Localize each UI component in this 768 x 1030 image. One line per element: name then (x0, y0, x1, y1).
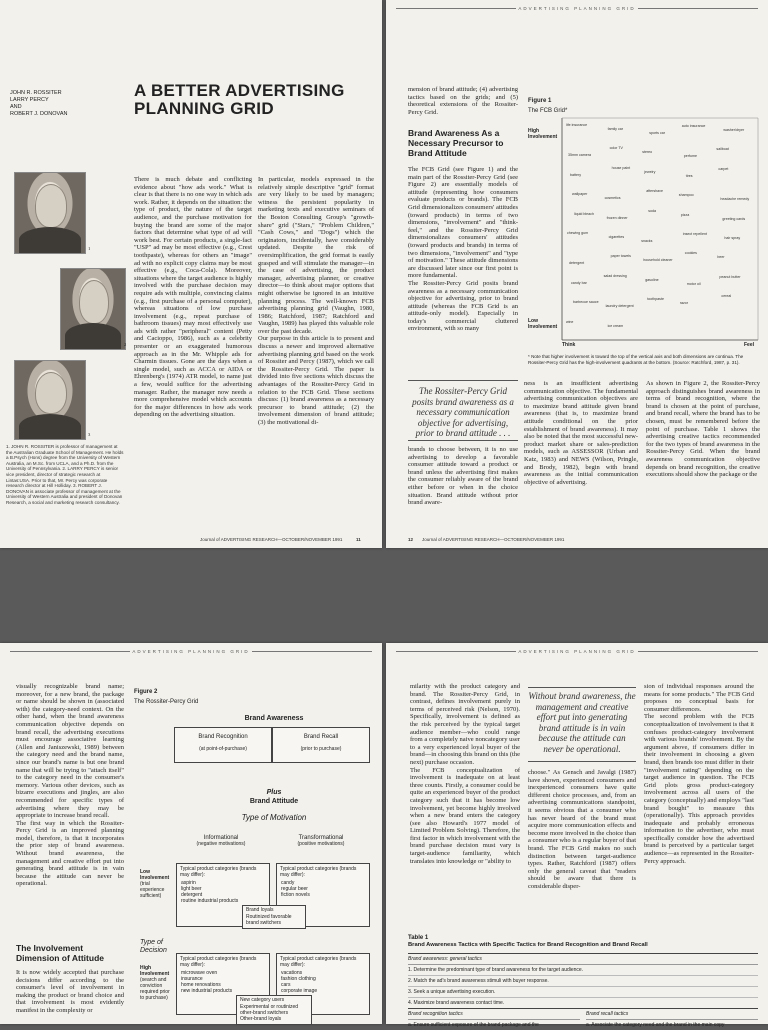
cell-item: aspirin (181, 880, 196, 886)
fcb-product-label: carpet (718, 166, 729, 171)
fcb-product-label: 35mm camera (568, 153, 591, 158)
cell-item: microwave oven (181, 970, 218, 976)
table-section-heading: Brand recognition tactics (408, 1009, 580, 1020)
journal-page-14 (386, 643, 768, 1028)
author-name: ROBERT J. DONOVAN (10, 111, 68, 117)
table-row: 3. Seek a unique advertising execution. (408, 987, 758, 998)
fcb-product-label: family car (607, 127, 623, 131)
cell-item: insurance (181, 976, 203, 982)
figure-1-footnote: * Note that higher involvement is toward the top of the vertical axis and both dimensions are continua. The Rossiter-Percy Grid has the high-involvement quadrants at the bottom. (Source: Ratchford, 1987, p. 31). (528, 354, 744, 365)
cell-item: regular beer (281, 886, 308, 892)
cell-heading: Typical product categories (brands may differ): (180, 956, 257, 968)
fcb-product-label: sports car (649, 131, 665, 135)
author-photo-rossiter (14, 172, 86, 254)
running-head-text: ADVERTISING PLANNING GRID (132, 649, 250, 654)
photo-number: 2 (124, 342, 127, 347)
fcb-product-label: cereal (721, 294, 732, 299)
body-column-1: There is much debate and conflicting evidence about "how ads work." What is clear is that there is no one way in which ads work. Rather, it depends on the situation: the type of product, the nature of the target audience, and the purchase motivation for buying the brand are some of the major factors that determine what type of ad will work best. For certain products, a single-fact "USP" ad may be most effective (e.g., Crest toothpaste), whereas for others an "image" ad with no explicit copy claims may be most effective (e.g., Coca-Cola). Moreover, situations where the target audience is highly involved with the purchase decision may require ads with multiple, convincing claims (e.g., first purchase of a personal computer), whereas situations of low purchase involvement (e.g., repeat purchase of bathroom tissues) may most effectively use ads with rather "peripheral" content (Petty and Cacioppo, 1986), such as a celebrity presenter or an exaggerated humorous approach as in the Mr. Whipple ads for Charmin tissues. Gone are the days when a single model, such as ACCA or AIDA or Ehrenberg's (1974) ATR model, to name just a few, would suffice for the advertising manager. Rather, the manager now needs a more comprehensive model which accounts for the major differences in how ads work depending on the advertising situation. (134, 176, 252, 419)
figure-2-label: Figure 2 (134, 689, 158, 695)
cell-item: detergent (181, 892, 203, 898)
fcb-low-involvement-label: Low Involvement (528, 318, 558, 330)
type-of-motivation-label: Type of Motivation (241, 813, 307, 822)
brand-awareness-heading: Brand Awareness (244, 715, 304, 722)
high-involvement-label (140, 965, 174, 1001)
author-bio: 1. JOHN R. ROSSITER is professor of management at the Australian Graduate School of Management. He holds a B.Psych (Hons) degree from the University of Western Australia, an M.Sc. from UCLA, and a Ph.D. from the University of Pennsylvania. 2. LARRY PERCY is senior vice president, director of strategic research at Lintas:USA. Prior to that, Mr. Percy was corporate research director at Hill Holliday. 3. ROBERT J. DONOVAN is associate professor of management at the University of Western Australia and president of Donovan Research, a social and marketing research consultancy. (6, 444, 124, 505)
table-row: a. Ensure sufficient exposure of the brand package and the (408, 1022, 539, 1028)
brand-attitude-heading: Brand Attitude (249, 798, 299, 805)
body-column-1: milarity with the product category and brand. The Rossiter-Percy Grid, in contrast, defines involvement purely in terms of perceived risk (Nelson, 1970). Specifically, involvement is defined as the risk perceived by the typical target audience member—who could range from a completely naive noncategory user to a very experienced loyal buyer of the brand—in choosing this brand on this (the next) purchase occasion. The FCB conceptualization of involvement is inadequate on at least three counts. Firstly, a consumer could be quite an experienced buyer of the product category such that it has become low involvement, yet become highly involved when a new brand enters the category (see also Howard's 1977 model of Limited Problem Solving). Therefore, the first factor in which involvement with the brand purchase decision must vary is target-audience familiarity, which translates into knowledge or "ability to (410, 683, 520, 865)
fcb-product-label: perfume (683, 154, 697, 159)
plus-label: Plus (266, 789, 282, 796)
pull-quote-rule-top (408, 380, 518, 381)
fcb-product-label: auto insurance (681, 124, 706, 128)
fcb-product-label: tires (685, 173, 693, 178)
fcb-product-label: washer/dryer (723, 128, 745, 132)
fcb-product-label: razor (679, 301, 688, 306)
running-head (386, 649, 768, 654)
transformational-sub: (positive motivations) (297, 841, 345, 847)
target-users-high (236, 995, 312, 1025)
page-number: 12 (408, 537, 414, 542)
fcb-product-label: paper towels (610, 254, 631, 259)
fcb-product-label: cigarettes (608, 235, 625, 239)
table-row: 2. Match the ad's brand awareness stimuli with buyer response. (408, 976, 758, 987)
cell-item: candy (281, 880, 295, 886)
cell-heading: Typical product categories (brands may differ): (280, 866, 357, 878)
brand-recall-cell (272, 727, 370, 763)
table-row: 1. Determine the predominant type of brand awareness for the target audience. (408, 965, 758, 976)
table-section-heading: Brand recall tactics (586, 1009, 758, 1020)
fcb-product-label: liquid bleach (574, 211, 594, 216)
pull-quote-rule-bottom (408, 440, 518, 441)
cell-heading: Typical product categories (brands may differ): (180, 866, 257, 878)
body-column-1b: brands to choose between, it is no use advertising to develop a favorable consumer attitude toward a product or brand unless the advertising first makes the consumer reliably aware of the brand either before or when in the choice situation. Brand attitude without prior brand aware- (408, 446, 518, 507)
fcb-product-label: aftershave (646, 189, 663, 194)
loyal-users-low (242, 905, 306, 929)
running-head (386, 6, 768, 11)
journal-page-11 (0, 0, 382, 548)
informational-sub: (negative motivations) (196, 841, 246, 847)
table-row: 4. Maximize brand awareness contact time. (408, 998, 758, 1009)
high-involvement-sub: (search and conviction required prior to purchase) (140, 977, 170, 1001)
page-footer: Journal of ADVERTISING RESEARCH—OCTOBER/NOVEMBER 1991 (422, 537, 565, 542)
fcb-product-label: laundry detergent (605, 304, 634, 309)
fcb-product-label: motor oil (686, 281, 701, 286)
author-photo-percy (60, 268, 126, 350)
informational-title: Informational (203, 835, 239, 841)
table-1-label: Table 1 (408, 935, 429, 941)
cell-item: cars (281, 982, 291, 988)
segment-item: Routinized favorable brand switchers (246, 914, 292, 926)
section-heading: Brand Awareness As a Necessary Precursor to Brand Attitude (408, 128, 504, 158)
brand-recognition-label: Brand Recognition (198, 734, 248, 740)
fcb-item-cloud (566, 122, 754, 336)
fcb-product-label: peanut butter (719, 274, 741, 279)
intro-text: mension of brand attitude; (4) advertising tactics based on the grids; and (5) theoretical extensions of the Rossiter-Percy Grid. (408, 86, 518, 116)
fcb-product-label: greeting cards (722, 216, 746, 221)
transformational-title: Transformational (298, 835, 344, 841)
low-involvement-sub: (trial experience sufficient) (140, 881, 165, 899)
brand-recognition-cell (174, 727, 272, 763)
brand-awareness-table (408, 953, 758, 1030)
photo-number: 1 (88, 246, 91, 251)
fcb-product-label: cookies (684, 251, 697, 256)
fcb-product-label: toothpaste (647, 297, 664, 302)
fcb-think-label: Think (562, 342, 576, 348)
low-involvement-label (140, 869, 174, 899)
pull-quote: Without brand awareness, the management and creative effort put into generating brand attitude is in vain because the attitude can never be operational. (528, 691, 636, 754)
author-name: LARRY PERCY (10, 97, 49, 103)
high-involvement-title: High Involvement (140, 965, 170, 977)
table-section-heading: Brand awareness: general tactics (408, 954, 758, 965)
author-list (10, 90, 120, 118)
fcb-product-label: candy bar (571, 280, 587, 285)
segment-item: New category users (240, 997, 285, 1003)
fcb-product-label: frozen dinner (606, 215, 628, 220)
fcb-product-label: gasoline (645, 277, 659, 282)
section-heading: The Involvement Dimension of Attitude (16, 943, 104, 963)
table-1-title: Brand Awareness Tactics with Specific Tactics for Brand Recognition and Brand Recall (408, 942, 648, 948)
fcb-product-label: barbecue sauce (573, 300, 599, 305)
brand-recall-label: Brand Recall (303, 734, 339, 740)
fcb-product-label: life insurance (566, 123, 588, 127)
brand-recall-sub: (prior to purchase) (300, 746, 342, 752)
low-involvement-title: Low Involvement (140, 869, 170, 881)
fcb-product-label: ice cream (607, 323, 624, 328)
cell-item: corporate image (281, 988, 318, 994)
cell-item: vacations (281, 970, 303, 976)
fcb-product-label: headache remedy (720, 197, 750, 202)
fcb-product-label: salad dressing (603, 273, 627, 278)
figure-2-title: The Rossiter-Percy Grid (134, 699, 199, 705)
segment-item: Other-brand loyals (240, 1016, 282, 1022)
brand-recognition-sub: (at point-of-purchase) (199, 746, 247, 752)
body-column-2: In particular, models expressed in the relatively simple descriptive "grid" format are very likely to be used by managers; witness the persistent popularity in marketing texts and executive seminars of the Boston Consulting Group's "growth-share" grid ("Stars," "Problem Children," "Cash Cows," and "Dogs") which the originators, incidentally, have considerably updated. Despite the risk of oversimplification, the grid format is easily grasped and will stimulate the manager—in the case of advertising, the product manager, advertising planner, or creative director—to think about major options that might otherwise be ignored in an intuitive planning process. The well-known FCB advertising planning grid (Vaughn, 1980, 1986; Ratchford, 1987; Ratchford and Vaughn, 1989) has played this valuable role over the past decade. Our purpose in this article is to present and discuss a newer and improved alternative advertising planning grid based on the work of Rossiter and Percy (1987), which we call the Rossiter-Percy Grid. The paper is divided into five sections which discuss the advantages of the Rossiter-Percy Grid in relation to the FCB Grid. These sections discuss: (1) brand awareness as a necessary precursor to brand attitude; (2) the involvement dimension of brand attitude; (3) the motivational di- (258, 176, 374, 426)
body-column-3b: As shown in Figure 2, the Rossiter-Percy approach distinguishes brand awareness in terms of brand recognition, where the brand is chosen at the point of purchase, and brand recall, where the brand has to be chosen, must be remembered before the point of purchase. Table 1 shows the advertising creative tactics recommended for the two types of brand awareness in the Rossiter-Percy Grid. When the brand awareness communication objective depends on brand recognition, the creative executions should show the package or the (646, 380, 760, 479)
article-title: A BETTER ADVERTISING PLANNING GRID (134, 81, 345, 118)
fcb-product-label: shampoo (678, 193, 694, 198)
running-head-text: ADVERTISING PLANNING GRID (518, 649, 636, 654)
body-column-1c: It is now widely accepted that purchase decisions differ according to the consumer's level of involvement in making the product or brand choice and that involvement is most evidently manifest in the complexity or (16, 969, 124, 1014)
body-column-3: sion of individual responses around the means for some products." The FCB Grid proposes no conceptual basis for consumer differences. The second problem with the FCB conceptualization of involvement is that it confuses product-category involvement with various brands' involvement. By the argument above, if consumers differ in their involvement in choosing a given brand, then brands too must differ in their "involvement rating" depending on the target audience in question. The FCB Grid plots gross product-category involvement across all users of the category (conceptually) and employs "last brand bought" to measure this (operationally). This approach provides inadequate and probably erroneous information to the advertiser, who must specifically consider how the advertised brand is perceived by a particular target audience—as represented in the Rossiter-Percy approach. (644, 683, 754, 865)
pull-quote-rule-top (528, 687, 636, 688)
fcb-product-label: pizza (680, 212, 690, 217)
cell-item: light beer (181, 886, 202, 892)
figure-1-label: Figure 1 (528, 98, 552, 104)
cell-item: fashion clothing (281, 976, 316, 982)
cell-item: new industrial products (181, 988, 233, 994)
fcb-product-label: soda (648, 208, 656, 213)
fcb-product-label: chewing gum (567, 231, 589, 235)
cell-item: fiction novels (281, 892, 310, 898)
figure-1-title: The FCB Grid* (528, 108, 568, 114)
author-name: AND (10, 104, 22, 110)
fcb-product-label: wallpaper (572, 192, 588, 197)
fcb-product-label: hair spray (724, 236, 741, 240)
fcb-feel-label: Feel (744, 342, 755, 348)
pull-quote-rule-bottom (528, 761, 636, 762)
journal-page-13 (0, 643, 382, 1024)
running-head (0, 649, 382, 654)
pull-quote: The Rossiter-Percy Grid posits brand awareness as a necessary communication objective for advertising, prior to brand attitude . . . (412, 386, 514, 438)
transformational-label (274, 835, 368, 847)
fcb-product-label: stereo (642, 150, 653, 155)
page-footer: Journal of ADVERTISING RESEARCH—OCTOBER/NOVEMBER 1991 (200, 537, 343, 542)
fcb-product-label: detergent (569, 261, 585, 266)
body-column-1: The FCB Grid (see Figure 1) and the main part of the Rossiter-Percy Grid (see Figure 2) are essentially models of attitude (representing how consumers evaluate products or brands). The FCB Grid dimensionalizes consumers' attitudes (toward products) in terms of two dimensions, "involvement" and "think-feel," and the Rossiter-Percy Grid dimensionalizes consumers' attitudes (toward products and brands) in terms of two dimensions, "involvement" and "type of motivation." These attitude dimensions are discussed later since our first point is more fundamental. The Rossiter-Percy Grid posits brand awareness as a necessary communication objective for advertising, prior to brand attitude (whereas the FCB Grid is an attitude-only model). Especially in today's commercial cluttered environment, with so many (408, 166, 518, 333)
cell-item: routine industrial products (181, 898, 239, 904)
running-head-text: ADVERTISING PLANNING GRID (518, 6, 636, 11)
fcb-high-involvement-label: High Involvement (528, 128, 558, 140)
body-column-1: visually recognizable brand name; moreover, for a new brand, the package or name should be shown in (associated with) the category-need context. On the other hand, when the brand awareness communication objective depends on brand recall, the advertising executions must encourage associative learning (Allen and Janiszewski, 1989) between the category need and the brand name, since our brand's name is but one brand name that will be trying to "attach itself" to the category need in the consumer's memory. Various other devices, such as bizarre executions and jingles, are also recommended for specific types of advertising where they may be appropriate to increase brand recall. The first way in which the Rossiter-Percy Grid is an improved planning model, therefore, is that it incorporates the prior step of brand awareness. Without brand awareness, the management and creative effort put into generating brand attitude is in vain because the attitude can never be operational. (16, 683, 124, 888)
type-of-decision-label: Type of Decision (140, 939, 167, 954)
fcb-product-label: jewelry (644, 169, 656, 174)
journal-page-12 (386, 0, 768, 548)
body-column-2b: ness is an insufficient advertising communication objective. The fundamental advertising communication objectives are to maximize brand attitude given brand awareness (that is, to maximize brand attitude conditional on the prior establishment of brand awareness). It may also be noted that the most successful new-product market share or sales-prediction models, such as ASSESSOR (Urban and Katz, 1983) and NEWS (Wilson, Pringle, and Brody, 1982), begin with brand awareness as the initial communication objective of advertising. (524, 380, 638, 486)
fcb-product-label: house paint (611, 165, 631, 170)
author-name: JOHN R. ROSSITER (10, 90, 62, 96)
fcb-product-label: cosmetics (604, 196, 621, 201)
fcb-product-label: wine (566, 319, 574, 324)
fcb-product-label: sailboat (716, 147, 729, 152)
segment-item: Brand loyals (246, 907, 274, 913)
author-photo-donovan (14, 360, 86, 440)
fcb-product-label: beer (717, 255, 725, 260)
informational-label (176, 835, 266, 847)
fcb-product-label: battery (570, 172, 581, 177)
photo-number: 3 (88, 432, 91, 437)
page-number: 11 (356, 537, 361, 542)
fcb-product-label: insect repellent (682, 232, 707, 236)
cell-item: home renovations (181, 982, 221, 988)
fcb-product-label: color TV (609, 146, 623, 151)
segment-item: Experimental or routinized other-brand switchers (240, 1004, 299, 1016)
fcb-product-label: household cleaner (643, 258, 673, 263)
body-column-2b: choose." As Gensch and Javalgi (1987) have shown, experienced consumers and inexperienced consumers have quite different choice processes, and, from an advertising communications standpoint, it seems obvious that a consumer who has never heard of the brand must acquire more communication effects and become more involved in the choice than a consumer who is a regular buyer of that brand. The FCB Grid makes no such distinction between target-audience types. Rather, Ratchford (1987) offers only the general caveat that "readers should be aware that there is considerable disper- (528, 769, 636, 890)
fcb-product-label: snacks (641, 239, 653, 243)
table-row: a. Associate the category need and the brand in the main copy (586, 1022, 725, 1028)
cell-heading: Typical product categories (brands may differ): (280, 956, 357, 968)
